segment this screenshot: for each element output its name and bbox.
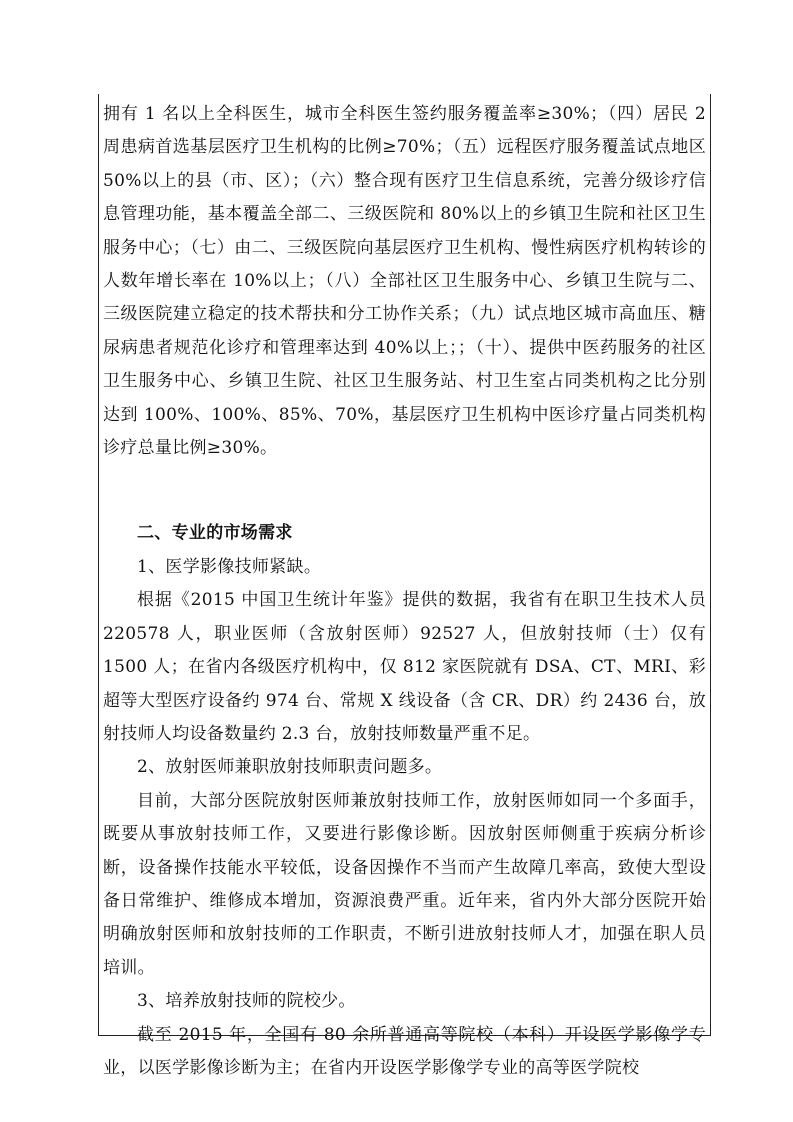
item1-title: 1、医学影像技师紧缺。 (137, 556, 322, 577)
item3-body: 截至 2015 年，全国有 80 余所普通高等院校（本科）开设医学影像学专业，以医学影像诊断为主；在省内开设医学影像学专业的高等医学院校 (103, 1024, 706, 1078)
section-heading: 二、专业的市场需求 (137, 523, 293, 544)
item2-body: 目前，大部分医院放射医师兼放射技师工作，放射医师如同一个多面手，既要从事放射技师工作，又要进行影像诊断。因放射医师侧重于疾病分析诊断，设备操作技能水平较低，设备因操作不当而产生故障几率高，致使大型设备日常维护、维修成本增加，资源浪费严重。近年来，省内外大部分医院开始明确放射医师和放射技师的工作职责，不断引进放射技师人才，加强在职人员培训。 (103, 790, 706, 978)
item1-body: 根据《2015 中国卫生统计年鉴》提供的数据，我省有在职卫生技术人员 220578 人，职业医师（含放射医师）92527 人，但放射技师（士）仅有 1500 人；在省内各级医疗机构中，仅 812 家医院就有 DSA、CT、MRI、彩超等大型医疗设备约 974 台、常规 X 线设备（含 CR、DR）约 2436 台，放射技师人均设备数量约 2.3 台，放射技师数量严重不足。 (103, 590, 706, 744)
intro-paragraph: 拥有 1 名以上全科医生，城市全科医生签约服务覆盖率≥30%；（四）居民 2 周患病首选基层医疗卫生机构的比例≥70%；（五）远程医疗服务覆盖试点地区 50%以上的县（市、区）；（六）整合现有医疗卫生信息系统，完善分级诊疗信息管理功能，基本覆盖全部二、三级医院和 80%以上的乡镇卫生院和社区卫生服务中心；（七）由二、三级医院向基层医疗卫生机构、慢性病医疗机构转诊的人数年增长率在 10%以上；（八）全部社区卫生服务中心、乡镇卫生院与二、三级医院建立稳定的技术帮扶和分工协作关系；（九）试点地区城市高血压、糖尿病患者规范化诊疗和管理率达到 40%以上；；（十）、提供中医药服务的社区卫生服务中心、乡镇卫生院、社区卫生服务站、村卫生室占同类机构之比分别达到 100%、100%、85%、70%，基层医疗卫生机构中医诊疗量占同类机构诊疗总量比例≥30%。 (103, 104, 706, 459)
document-body (103, 98, 706, 1085)
item2-title: 2、放射医师兼职放射技师职责问题多。 (137, 757, 443, 778)
item3-title: 3、培养放射技师的院校少。 (137, 991, 356, 1012)
